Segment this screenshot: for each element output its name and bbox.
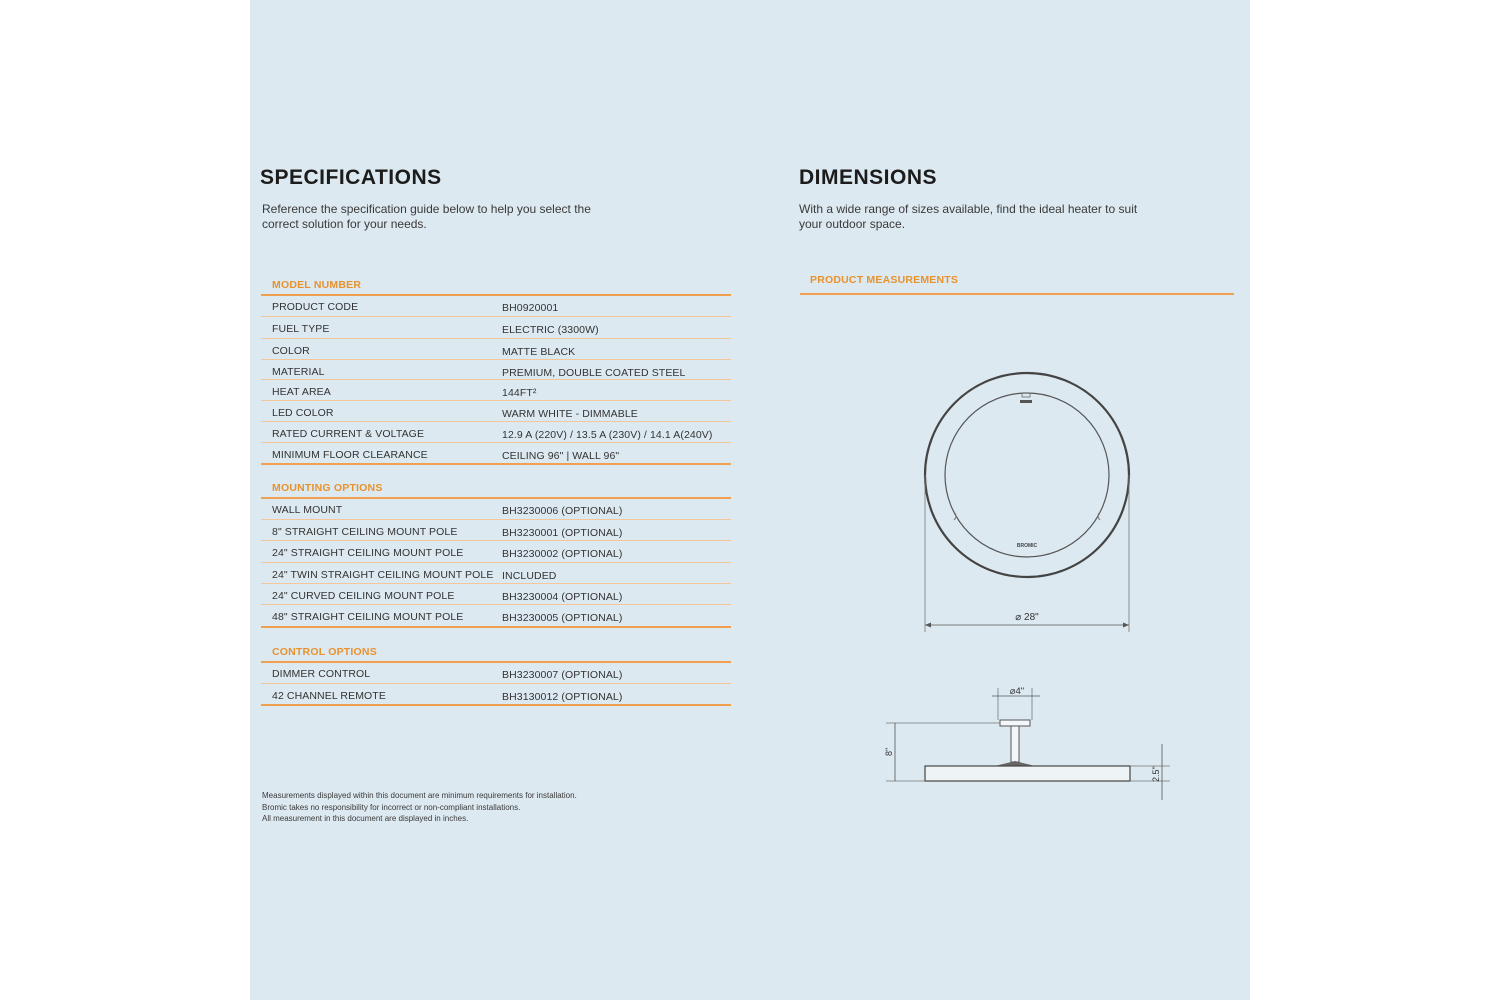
measurements-rule bbox=[800, 293, 1234, 295]
spec-value: 12.9 A (220V) / 13.5 A (230V) / 14.1 A(240V) bbox=[502, 429, 713, 441]
row-divider bbox=[261, 316, 731, 317]
mount-pole bbox=[1011, 726, 1019, 762]
section-bottom-rule bbox=[261, 626, 731, 628]
spec-value: BH3230005 (OPTIONAL) bbox=[502, 612, 623, 624]
row-divider bbox=[261, 442, 731, 443]
row-divider bbox=[261, 604, 731, 605]
thickness-label: 2.5" bbox=[1151, 766, 1161, 782]
spec-label: MATERIAL bbox=[272, 366, 325, 378]
spec-value: BH3230004 (OPTIONAL) bbox=[502, 591, 623, 603]
footnote-line: All measurement in this document are displayed in inches. bbox=[262, 814, 469, 823]
spec-label: LED COLOR bbox=[272, 407, 334, 419]
product-measurements-title: PRODUCT MEASUREMENTS bbox=[810, 274, 959, 286]
pole-diameter-label: ⌀4" bbox=[1009, 686, 1025, 697]
section-title: MOUNTING OPTIONS bbox=[272, 482, 383, 494]
led-bar bbox=[1020, 400, 1032, 403]
row-divider bbox=[261, 359, 731, 360]
spec-label: MINIMUM FLOOR CLEARANCE bbox=[272, 449, 428, 461]
row-divider bbox=[261, 683, 731, 684]
ceiling-plate bbox=[1000, 720, 1030, 726]
spec-value: ELECTRIC (3300W) bbox=[502, 324, 599, 336]
footnote-line: Measurements displayed within this document are minimum requirements for installation. bbox=[262, 791, 577, 800]
intro-line: Reference the specification guide below to help you select the bbox=[262, 202, 591, 216]
spec-label: 48" STRAIGHT CEILING MOUNT POLE bbox=[272, 611, 464, 623]
heater-side-view-drawing bbox=[880, 680, 1180, 810]
heater-top-view-drawing bbox=[910, 360, 1140, 640]
spec-label: 42 CHANNEL REMOTE bbox=[272, 690, 386, 702]
spec-value: BH3230001 (OPTIONAL) bbox=[502, 527, 623, 539]
row-divider bbox=[261, 379, 731, 380]
spec-value: BH3230007 (OPTIONAL) bbox=[502, 669, 623, 681]
spec-value: INCLUDED bbox=[502, 570, 557, 582]
spec-label: WALL MOUNT bbox=[272, 504, 343, 516]
footnote-line: Bromic takes no responsibility for incorrect or non-compliant installations. bbox=[262, 802, 521, 812]
spec-sheet bbox=[250, 0, 1250, 1000]
height-label: 8" bbox=[884, 747, 894, 756]
row-divider bbox=[261, 338, 731, 339]
intro-line: With a wide range of sizes available, find the ideal heater to suit bbox=[799, 202, 1138, 216]
row-divider bbox=[261, 519, 731, 520]
intro-line: your outdoor space. bbox=[799, 217, 906, 231]
spec-label: FUEL TYPE bbox=[272, 323, 330, 335]
spec-value: WARM WHITE - DIMMABLE bbox=[502, 408, 638, 420]
spec-value: PREMIUM, DOUBLE COATED STEEL bbox=[502, 367, 686, 379]
arrow-left-icon bbox=[925, 623, 931, 628]
dimensions-intro bbox=[799, 202, 1219, 232]
spec-label: DIMMER CONTROL bbox=[272, 668, 371, 680]
dimensions-title: DIMENSIONS bbox=[799, 166, 938, 189]
spec-value: MATTE BLACK bbox=[502, 346, 576, 358]
row-divider bbox=[261, 562, 731, 563]
spec-value: BH0920001 bbox=[502, 302, 559, 314]
spec-value: CEILING 96" | WALL 96" bbox=[502, 450, 620, 462]
spec-label: HEAT AREA bbox=[272, 386, 331, 398]
row-divider bbox=[261, 421, 731, 422]
row-divider bbox=[261, 400, 731, 401]
spec-value: BH3230006 (OPTIONAL) bbox=[502, 505, 623, 517]
diameter-label: ⌀ 28" bbox=[1015, 612, 1039, 623]
spec-label: COLOR bbox=[272, 345, 310, 357]
section-title: CONTROL OPTIONS bbox=[272, 646, 377, 658]
arrow-right-icon bbox=[1123, 623, 1129, 628]
spec-label: 24" TWIN STRAIGHT CEILING MOUNT POLE bbox=[272, 569, 494, 581]
intro-line: correct solution for your needs. bbox=[262, 217, 427, 231]
heater-body bbox=[925, 766, 1130, 781]
row-divider bbox=[261, 583, 731, 584]
spec-label: 24" STRAIGHT CEILING MOUNT POLE bbox=[272, 547, 464, 559]
spec-label: RATED CURRENT & VOLTAGE bbox=[272, 428, 425, 440]
section-top-rule bbox=[261, 661, 731, 663]
heater-inner-ring bbox=[945, 393, 1109, 557]
row-divider bbox=[261, 540, 731, 541]
mount-bracket bbox=[995, 761, 1035, 766]
section-bottom-rule bbox=[261, 463, 731, 465]
section-top-rule bbox=[261, 497, 731, 499]
section-bottom-rule bbox=[261, 704, 731, 706]
spec-label: PRODUCT CODE bbox=[272, 301, 359, 313]
spec-value: BH3230002 (OPTIONAL) bbox=[502, 548, 623, 560]
specifications-title: SPECIFICATIONS bbox=[260, 166, 442, 189]
spec-value: BH3130012 (OPTIONAL) bbox=[502, 691, 623, 703]
spec-label: 24" CURVED CEILING MOUNT POLE bbox=[272, 590, 455, 602]
spec-value: 144FT² bbox=[502, 387, 537, 399]
specifications-intro bbox=[262, 202, 682, 232]
spec-label: 8" STRAIGHT CEILING MOUNT POLE bbox=[272, 526, 458, 538]
section-top-rule bbox=[261, 294, 731, 296]
brand-mark: BROMIC bbox=[1016, 543, 1038, 549]
footnote bbox=[262, 790, 742, 825]
section-title: MODEL NUMBER bbox=[272, 279, 362, 291]
